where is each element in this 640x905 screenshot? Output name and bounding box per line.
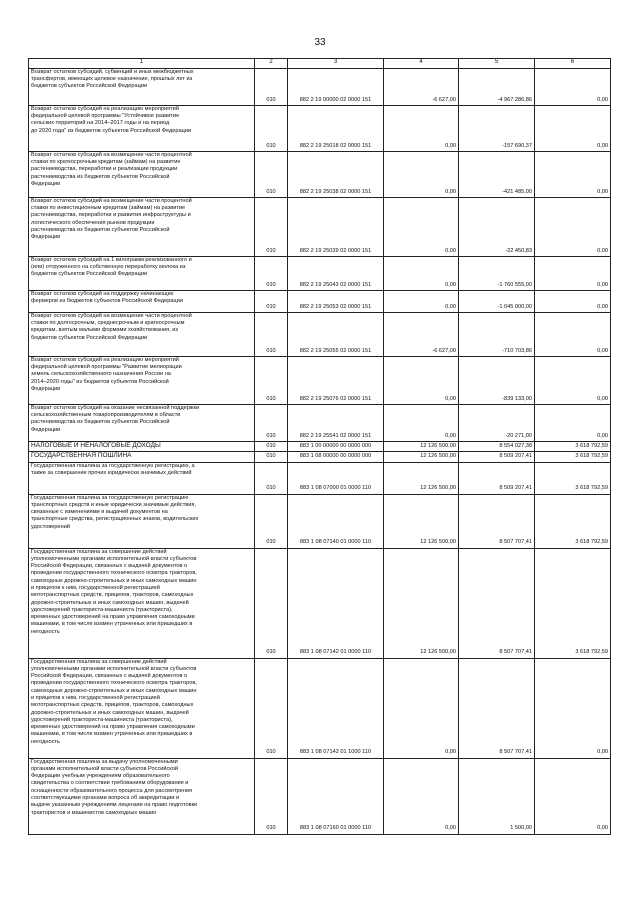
row-unexecuted-amount: 0,00 [535, 758, 611, 834]
row-unexecuted-amount: 0,00 [535, 197, 611, 256]
column-header: 4 [384, 59, 459, 69]
row-name: Возврат остатков субсидий на 1 килограмм реализованного и (или) отгруженного на собственную переработку молока из бюджетов субъектов Российской Федерации [29, 256, 255, 290]
row-classification-code: 882 2 19 25043 02 0000 151 [288, 256, 384, 290]
row-line-code: 010 [255, 197, 288, 256]
row-classification-code: 883 1 08 00000 00 0000 000 [288, 452, 384, 462]
row-executed-amount: 8 509 207,41 [459, 452, 535, 462]
page-number: 33 [314, 37, 326, 48]
column-header: 6 [535, 59, 611, 69]
table-row [29, 758, 611, 834]
row-name: Возврат остатков субсидий на реализацию мероприятий федеральной целевой программы "Развитие мелиорации земель сельскохозяйственного назначения России на 2014–2020 годы" из бюджетов субъектов Российской Федерации [29, 356, 255, 404]
row-classification-code: 882 2 19 25038 02 0000 151 [288, 151, 384, 197]
row-unexecuted-amount: 0,00 [535, 312, 611, 356]
row-name: Возврат остатков субсидий на оказание несвязанной поддержки сельскохозяйственным товаропроизводителям в области растениеводства из бюджетов субъектов Российской Федерации [29, 404, 255, 441]
row-unexecuted-amount: 3 618 792,59 [535, 548, 611, 658]
table-row [29, 68, 611, 105]
table-row [29, 494, 611, 548]
row-executed-amount: -710 703,86 [459, 312, 535, 356]
row-approved-amount: 12 126 500,00 [384, 494, 459, 548]
row-approved-amount: 0,00 [384, 758, 459, 834]
row-line-code: 010 [255, 548, 288, 658]
row-name: Возврат остатков субсидий на реализацию мероприятий федеральной целевой программы "Устойчивое развитие сельских территорий на 2014–2017 годы и на период до 2020 года" из бюджетов субъектов Российской Федерации [29, 105, 255, 151]
row-executed-amount: 1 500,00 [459, 758, 535, 834]
row-line-code: 010 [255, 105, 288, 151]
row-approved-amount: 0,00 [384, 256, 459, 290]
column-header: 5 [459, 59, 535, 69]
row-classification-code: 882 2 19 00000 02 0000 151 [288, 68, 384, 105]
row-unexecuted-amount: 0,00 [535, 404, 611, 441]
row-line-code: 010 [255, 494, 288, 548]
row-approved-amount: -6 627,00 [384, 68, 459, 105]
table-row [29, 356, 611, 404]
row-name: Возврат остатков субсидий на возмещение части процентной ставки по краткосрочным кредитам (займам) на развитие растениеводства, переработки и реализации продукции растениеводства из бюджетов субъектов Российской Федерации [29, 151, 255, 197]
row-executed-amount: 8 554 027,38 [459, 441, 535, 451]
row-executed-amount: -157 690,37 [459, 105, 535, 151]
row-classification-code: 883 1 08 07142 01 0000 110 [288, 548, 384, 658]
row-approved-amount: -6 627,00 [384, 312, 459, 356]
row-approved-amount: 0,00 [384, 404, 459, 441]
row-approved-amount: 0,00 [384, 658, 459, 758]
row-unexecuted-amount: 0,00 [535, 256, 611, 290]
row-executed-amount: -1 760 555,00 [459, 256, 535, 290]
row-classification-code: 882 2 19 25076 02 0000 151 [288, 356, 384, 404]
row-unexecuted-amount: 0,00 [535, 290, 611, 312]
report-table [28, 58, 611, 835]
row-executed-amount: 8 507 707,41 [459, 658, 535, 758]
table-row [29, 151, 611, 197]
table-row [29, 404, 611, 441]
row-name: Государственная пошлина за совершение действий уполномоченными органами исполнительной власти субъектов Российской Федерации, связанных с выдачей документов о проведении государственного технического осмотра тракторов, самоходных дорожно-строительных и иных самоходных машин и прицепов к ним, государственной регистрацией мототранспортных средств, прицепов, тракторов, самоходных дорожно-строительных и иных самоходных машин, выдачей удостоверений тракториста-машиниста (тракториста), временных удостоверений на право управления самоходными машинами, в том числе взамен утраченных или пришедших в негодность [29, 658, 255, 758]
row-name: Возврат остатков субсидий на поддержку начинающих фермеров из бюджетов субъектов Российской Федерации [29, 290, 255, 312]
table-row [29, 441, 611, 451]
row-approved-amount: 0,00 [384, 105, 459, 151]
row-unexecuted-amount: 0,00 [535, 151, 611, 197]
row-line-code: 010 [255, 441, 288, 451]
row-executed-amount: -20 271,00 [459, 404, 535, 441]
row-approved-amount: 0,00 [384, 197, 459, 256]
row-unexecuted-amount: 0,00 [535, 68, 611, 105]
column-header: 2 [255, 59, 288, 69]
row-executed-amount: 8 507 707,41 [459, 494, 535, 548]
column-header: 1 [29, 59, 255, 69]
row-executed-amount: -839 133,00 [459, 356, 535, 404]
row-name: Возврат остатков субсидий, субвенций и иных межбюджетных трансфертов, имеющих целевое назначение, прошлых лет из бюджетов субъектов Российской Федерации [29, 68, 255, 105]
row-line-code: 010 [255, 758, 288, 834]
row-name: Государственная пошлина за государственную регистрацию транспортных средств и иные юридически значимые действия, связанные с изменениями и выдачей документов на транспортные средства, регистрационных знаков, водительских удостоверений [29, 494, 255, 548]
row-approved-amount: 12 126 500,00 [384, 441, 459, 451]
row-approved-amount: 12 126 500,00 [384, 462, 459, 494]
row-name: Возврат остатков субсидий на возмещение части процентной ставки по долгосрочным, среднесрочным и краткосрочным кредитам, взятым малыми формами хозяйствования, из бюджетов субъектов Российской Федерации [29, 312, 255, 356]
row-unexecuted-amount: 3 618 792,59 [535, 462, 611, 494]
row-line-code: 010 [255, 356, 288, 404]
table-row [29, 462, 611, 494]
row-executed-amount: -1 045 000,00 [459, 290, 535, 312]
row-line-code: 010 [255, 404, 288, 441]
row-approved-amount: 12 126 500,00 [384, 548, 459, 658]
row-line-code: 010 [255, 452, 288, 462]
column-header: 3 [288, 59, 384, 69]
row-unexecuted-amount: 3 618 792,59 [535, 452, 611, 462]
row-unexecuted-amount: 3 618 792,59 [535, 441, 611, 451]
row-unexecuted-amount: 0,00 [535, 658, 611, 758]
table-row [29, 256, 611, 290]
row-name: ГОСУДАРСТВЕННАЯ ПОШЛИНА [29, 452, 255, 462]
table-row [29, 452, 611, 462]
row-line-code: 010 [255, 290, 288, 312]
row-line-code: 010 [255, 256, 288, 290]
header-row [29, 59, 611, 69]
row-classification-code: 882 2 19 25018 02 0000 151 [288, 105, 384, 151]
row-approved-amount: 12 126 500,00 [384, 452, 459, 462]
row-classification-code: 883 1 00 00000 00 0000 000 [288, 441, 384, 451]
row-line-code: 010 [255, 658, 288, 758]
row-classification-code: 883 1 08 07142 01 1000 110 [288, 658, 384, 758]
row-unexecuted-amount: 0,00 [535, 356, 611, 404]
table-row [29, 548, 611, 658]
row-approved-amount: 0,00 [384, 151, 459, 197]
row-line-code: 010 [255, 68, 288, 105]
row-line-code: 010 [255, 312, 288, 356]
row-name: НАЛОГОВЫЕ И НЕНАЛОГОВЫЕ ДОХОДЫ [29, 441, 255, 451]
row-classification-code: 883 1 08 07000 01 0000 110 [288, 462, 384, 494]
row-classification-code: 882 2 19 25053 02 0000 151 [288, 290, 384, 312]
row-classification-code: 882 2 19 25039 02 0000 151 [288, 197, 384, 256]
row-name: Государственная пошлина за государственную регистрацию, а также за совершение прочих юридически значимых действий [29, 462, 255, 494]
row-unexecuted-amount: 3 618 792,59 [535, 494, 611, 548]
row-line-code: 010 [255, 151, 288, 197]
row-unexecuted-amount: 0,00 [535, 105, 611, 151]
table-row [29, 105, 611, 151]
row-name: Возврат остатков субсидий на возмещение части процентной ставки по инвестиционным кредитам (займам) на развитие растениеводства, переработки и развития инфраструктуры и логистического обеспечения рынков продукции растениеводства из бюджетов субъектов Российской Федерации [29, 197, 255, 256]
row-line-code: 010 [255, 462, 288, 494]
row-classification-code: 882 2 19 25055 02 0000 151 [288, 312, 384, 356]
row-name: Государственная пошлина за выдачу уполномоченными органами исполнительной власти субъектов Российской Федерации учебным учреждениям образовательного свидетельства о соответствии требованиям оборудования и оснащенности образовательного процесса для рассмотрения соответствующими органами вопроса об аккредитации и выдаче указанным учреждениям лицензии на право подготовки трактористов и машинистов самоходных машин [29, 758, 255, 834]
row-executed-amount: -22 450,83 [459, 197, 535, 256]
row-executed-amount: 8 507 707,41 [459, 548, 535, 658]
row-name: Государственная пошлина за совершение действий уполномоченными органами исполнительной власти субъектов Российской Федерации, связанных с выдачей документов о проведении государственного технического осмотра тракторов, самоходных дорожно-строительных и иных самоходных машин и прицепов к ним, государственной регистрацией мототранспортных средств, прицепов, тракторов, самоходных дорожно-строительных и иных самоходных машин, выдачей удостоверений тракториста-машиниста (тракториста), временных удостоверений на право управления самоходными машинами, в том числе взамен утраченных или пришедших в негодность [29, 548, 255, 658]
row-approved-amount: 0,00 [384, 290, 459, 312]
row-classification-code: 883 1 08 07140 01 0000 110 [288, 494, 384, 548]
table-row [29, 312, 611, 356]
table-row [29, 290, 611, 312]
row-classification-code: 883 1 08 07160 01 0000 110 [288, 758, 384, 834]
row-executed-amount: 8 509 207,41 [459, 462, 535, 494]
table-row [29, 197, 611, 256]
row-executed-amount: -4 967 286,86 [459, 68, 535, 105]
row-classification-code: 882 2 19 25541 02 0000 151 [288, 404, 384, 441]
row-executed-amount: -421 485,00 [459, 151, 535, 197]
table-row [29, 658, 611, 758]
row-approved-amount: 0,00 [384, 356, 459, 404]
